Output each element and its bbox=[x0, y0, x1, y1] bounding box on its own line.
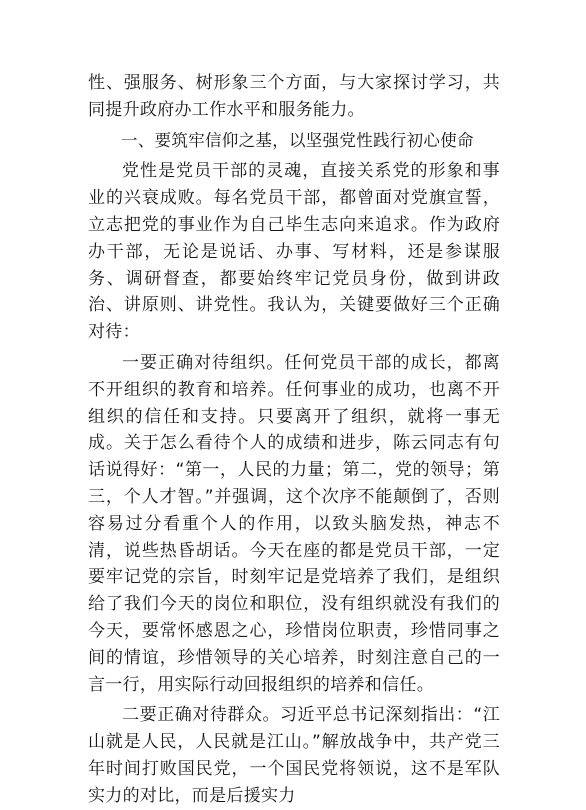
paragraph-treat-organization: 一要正确对待组织。任何党员干部的成长，都离不开组织的教育和培养。任何事业的成功，也离不开组织的信任和支持。只要离开了组织，就将一事无成。关于怎么看待个人的成绩和进步，陈云同志有句话说得好：“第一，人民的力量；第二，党的领导；第三，个人才智。”并强调，这个次序不能颠倒了，否则容易过分看重个人的作用，以致头脑发热，神志不清，说些热昏胡话。今天在座的都是党员干部，一定要牢记党的宗旨，时刻牢记是党培养了我们，是组织给了我们今天的岗位和职位，没有组织就没有我们的今天，要常怀感恩之心，珍惜岗位职责，珍惜同事之间的情谊，珍惜领导的关心培养，时刻注意自己的一言一行，用实际行动回报组织的培养和信任。 bbox=[88, 352, 500, 695]
paragraph-continuation: 性、强服务、树形象三个方面，与大家探讨学习，共同提升政府办工作水平和服务能力。 bbox=[88, 73, 500, 120]
paragraph-treat-masses: 二要正确对待群众。习近平总书记深刻指出：“江山就是人民，人民就是江山。”解放战争中，共产党三年时间打败国民党，一个国民党将领说，这不是军队实力的对比，而是后援实力 bbox=[88, 705, 500, 806]
paragraph-party-spirit: 党性是党员干部的灵魂，直接关系党的形象和事业的兴衰成败。每名党员干部，都曾面对党旗宣誓，立志把党的事业作为自己毕生志向来追求。作为政府办干部，无论是说话、办事、写材料，还是参谋服务、调研督查，都要始终牢记党员身份，做到讲政治、讲原则、讲党性。我认为，关键要做好三个正确对待： bbox=[88, 161, 500, 343]
document-body bbox=[88, 70, 500, 810]
section-heading: 一、要筑牢信仰之基，以坚强党性践行初心使命 bbox=[121, 130, 474, 150]
